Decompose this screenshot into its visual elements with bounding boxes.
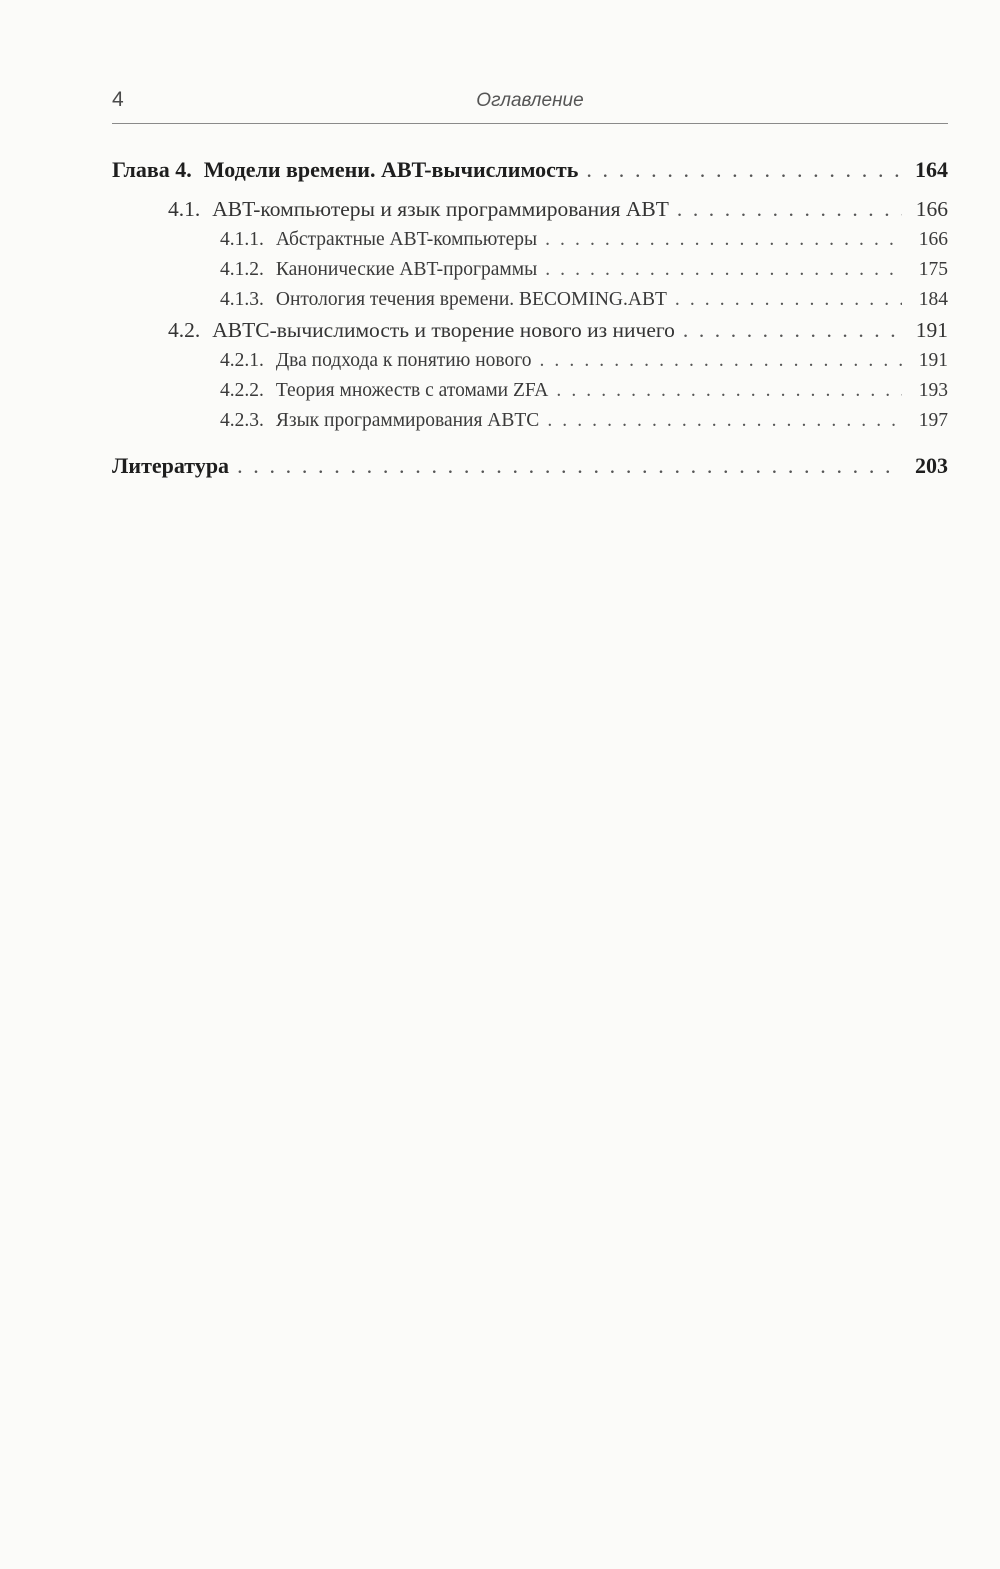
section-page: 191 <box>915 318 948 342</box>
subsection-title: Онтология течения времени. BECOMING.ABT <box>275 289 667 310</box>
running-title: Оглавление <box>476 90 584 111</box>
subsection-page: 184 <box>918 289 948 310</box>
toc-subsection-4-2-1[interactable] <box>112 346 948 376</box>
subsection-page: 197 <box>918 410 948 431</box>
dot-leader <box>237 446 902 486</box>
section-title: ABTC-вычислимость и творение нового из ничего <box>212 318 675 342</box>
dot-leader <box>675 285 902 315</box>
subsection-number: 4.2.3. <box>220 410 264 431</box>
toc-subsection-4-2-3[interactable] <box>112 406 948 436</box>
dot-leader <box>586 150 902 190</box>
dot-leader <box>677 194 902 225</box>
bibliography-title: Литература <box>112 453 230 478</box>
chapter-label: Глава 4. <box>112 157 192 182</box>
subsection-title: Два подхода к понятию нового <box>275 350 532 371</box>
toc-bibliography[interactable] <box>112 446 948 486</box>
subsection-number: 4.1.2. <box>220 259 264 280</box>
subsection-title: Язык программирования ABTC <box>275 410 540 431</box>
subsection-title: Абстрактные ABT-компьютеры <box>275 229 538 250</box>
page-header <box>112 88 948 122</box>
subsection-number: 4.1.3. <box>220 289 264 310</box>
table-of-contents <box>112 150 948 486</box>
page-number: 4 <box>112 88 124 111</box>
subsection-page: 193 <box>918 380 948 401</box>
chapter-page: 164 <box>915 157 948 182</box>
dot-leader <box>547 406 902 436</box>
subsection-page: 166 <box>918 229 948 250</box>
section-number: 4.2. <box>168 318 201 342</box>
toc-subsection-4-1-1[interactable] <box>112 225 948 255</box>
section-number: 4.1. <box>168 197 201 221</box>
subsection-number: 4.2.1. <box>220 350 264 371</box>
bibliography-page: 203 <box>915 453 948 478</box>
toc-subsection-4-1-2[interactable] <box>112 255 948 285</box>
toc-section-4-1[interactable] <box>112 194 948 225</box>
header-rule <box>112 123 948 124</box>
dot-leader <box>556 376 902 406</box>
dot-leader <box>545 225 902 255</box>
toc-section-4-2[interactable] <box>112 315 948 346</box>
dot-leader <box>683 315 902 346</box>
toc-chapter-4[interactable] <box>112 150 948 190</box>
chapter-title: Модели времени. ABT-вычислимость <box>203 157 579 182</box>
dot-leader <box>539 346 902 376</box>
toc-subsection-4-2-2[interactable] <box>112 376 948 406</box>
subsection-page: 175 <box>918 259 948 280</box>
section-title: ABT-компьютеры и язык программирования ABT <box>212 197 669 221</box>
subsection-title: Канонические ABT-программы <box>275 259 538 280</box>
section-page: 166 <box>915 197 948 221</box>
subsection-number: 4.2.2. <box>220 380 264 401</box>
toc-subsection-4-1-3[interactable] <box>112 285 948 315</box>
subsection-title: Теория множеств с атомами ZFA <box>275 380 549 401</box>
dot-leader <box>545 255 902 285</box>
subsection-number: 4.1.1. <box>220 229 264 250</box>
subsection-page: 191 <box>918 350 948 371</box>
